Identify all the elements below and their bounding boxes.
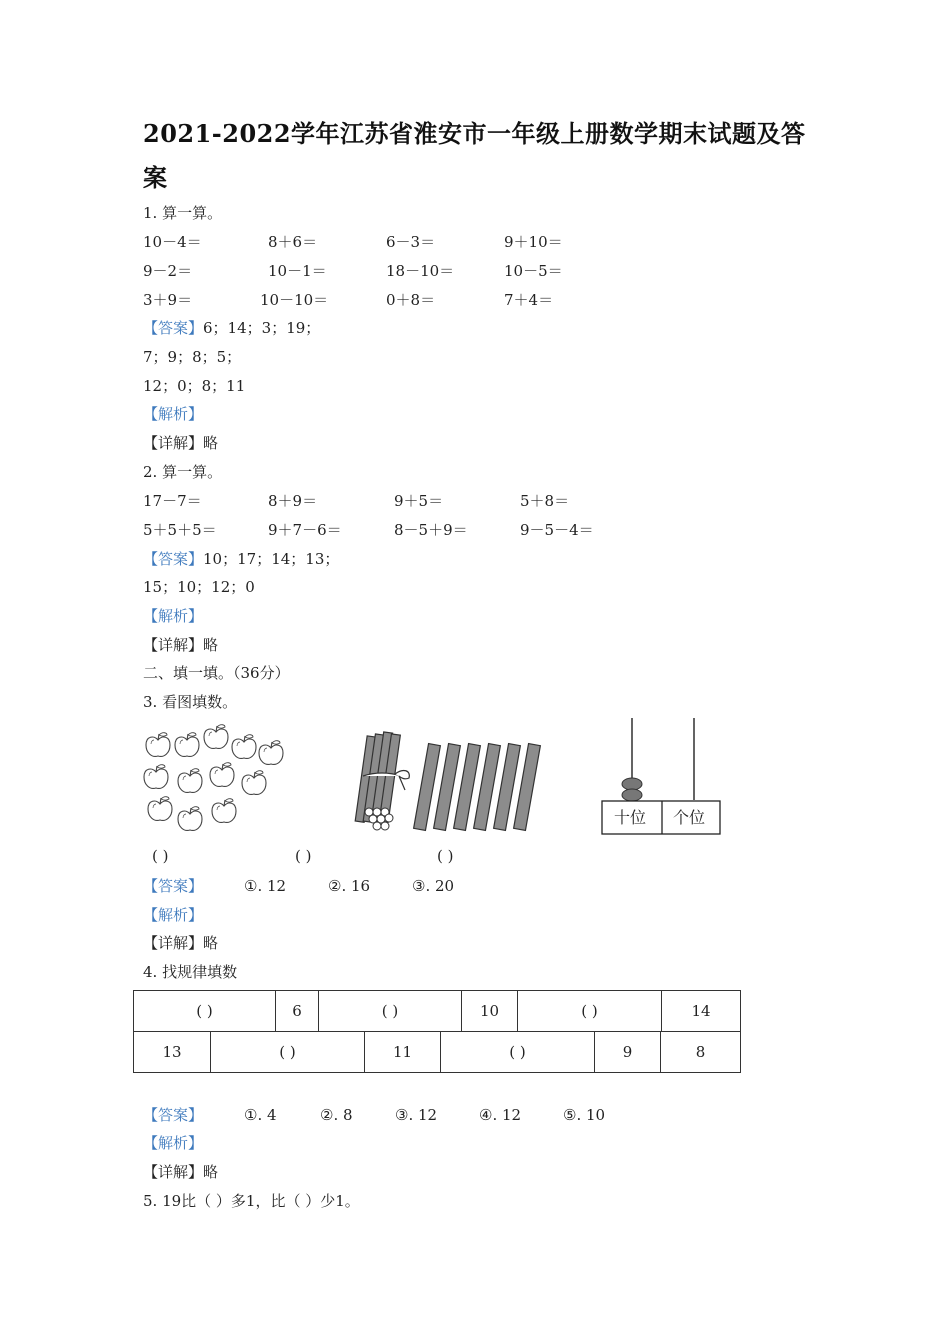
q2-heading: 2. 算一算。	[143, 463, 223, 481]
apples-figure	[140, 718, 290, 838]
answer-blank: ( )	[152, 847, 169, 865]
abacus-tens-label: 十位	[614, 808, 647, 827]
answer-line: 7；9；8；5；	[143, 348, 242, 366]
q4-heading: 4. 找规律填数	[143, 963, 238, 981]
analysis-tag: 【解析】	[143, 1134, 204, 1152]
q2-expr: 9－5－4＝	[520, 521, 594, 539]
q1-expr: 8＋6＝	[268, 233, 318, 251]
answer-item: ①. 12	[244, 877, 287, 895]
analysis-tag: 【解析】	[143, 607, 204, 625]
table-cell: 14	[662, 991, 741, 1032]
detail-line: 【详解】略	[143, 934, 219, 952]
q1-expr: 7＋4＝	[504, 291, 554, 309]
q2-expr: 8＋9＝	[268, 492, 318, 510]
q1-expr: 10－10＝	[260, 291, 329, 309]
pattern-table-row1	[133, 990, 741, 1032]
q2-expr: 9＋5＝	[394, 492, 444, 510]
answer-item: ②. 8	[320, 1106, 353, 1124]
answer-tag: 【答案】	[143, 877, 204, 895]
table-cell: 10	[462, 991, 518, 1032]
table-cell: ( )	[319, 991, 462, 1032]
answer-tag: 【答案】	[143, 319, 204, 337]
abacus-ones-label: 个位	[673, 808, 706, 827]
table-row	[134, 991, 741, 1032]
table-cell: 9	[595, 1032, 661, 1073]
q1-expr: 10－1＝	[268, 262, 327, 280]
table-cell: ( )	[134, 991, 276, 1032]
q1-expr: 3＋9＝	[143, 291, 193, 309]
q1-expr: 9＋10＝	[504, 233, 563, 251]
q1-answer	[143, 318, 320, 338]
section-heading: 二、填一填。（36分）	[143, 664, 290, 682]
answer-line: 12；0；8；11	[143, 377, 246, 395]
q2-expr: 5＋5＋5＝	[143, 521, 217, 539]
q2-expr: 5＋8＝	[520, 492, 570, 510]
table-cell: ( )	[211, 1032, 365, 1073]
answer-item: ⑤. 10	[563, 1106, 606, 1124]
q1-expr: 6－3＝	[386, 233, 436, 251]
q2-expr: 9＋7－6＝	[268, 521, 342, 539]
q1-expr: 10－5＝	[504, 262, 563, 280]
answer-item: ③. 20	[412, 877, 455, 895]
q1-expr: 0＋8＝	[386, 291, 436, 309]
answer-tag: 【答案】	[143, 550, 204, 568]
q2-expr: 8－5＋9＝	[394, 521, 468, 539]
analysis-tag: 【解析】	[143, 405, 204, 423]
table-cell: 6	[276, 991, 319, 1032]
answer-item: ④. 12	[479, 1106, 522, 1124]
table-cell: 11	[365, 1032, 441, 1073]
detail-line: 【详解】略	[143, 434, 219, 452]
answer-blank: ( )	[295, 847, 312, 865]
answer-item: ②. 16	[328, 877, 371, 895]
q1-expr: 9－2＝	[143, 262, 193, 280]
answer-tag: 【答案】	[143, 1106, 204, 1124]
answer-line: 6；14；3；19；	[203, 319, 321, 337]
q2-answer	[143, 549, 339, 569]
answer-line: 10；17；14；13；	[203, 550, 340, 568]
answer-item: ①. 4	[244, 1106, 277, 1124]
pattern-table-row2	[133, 1031, 741, 1073]
q5-text: 5. 19比（ ）多1，比（ ）少1。	[143, 1192, 360, 1210]
sticks-figure	[355, 730, 555, 835]
answer-blank: ( )	[437, 847, 454, 865]
q2-expr: 17－7＝	[143, 492, 202, 510]
table-cell: 13	[134, 1032, 211, 1073]
q1-expr: 10－4＝	[143, 233, 202, 251]
analysis-tag: 【解析】	[143, 906, 204, 924]
table-cell: ( )	[441, 1032, 595, 1073]
table-cell: 8	[661, 1032, 741, 1073]
answer-item: ③. 12	[395, 1106, 438, 1124]
q3-heading: 3. 看图填数。	[143, 693, 238, 711]
table-row	[134, 1032, 741, 1073]
q1-heading: 1. 算一算。	[143, 204, 223, 222]
table-cell: ( )	[518, 991, 662, 1032]
page-title: 2021-2022学年江苏省淮安市一年级上册数学期末试题及答案	[143, 119, 806, 192]
detail-line: 【详解】略	[143, 636, 219, 654]
answer-line: 15；10；12；0	[143, 578, 255, 596]
detail-line: 【详解】略	[143, 1163, 219, 1181]
q1-expr: 18－10＝	[386, 262, 455, 280]
